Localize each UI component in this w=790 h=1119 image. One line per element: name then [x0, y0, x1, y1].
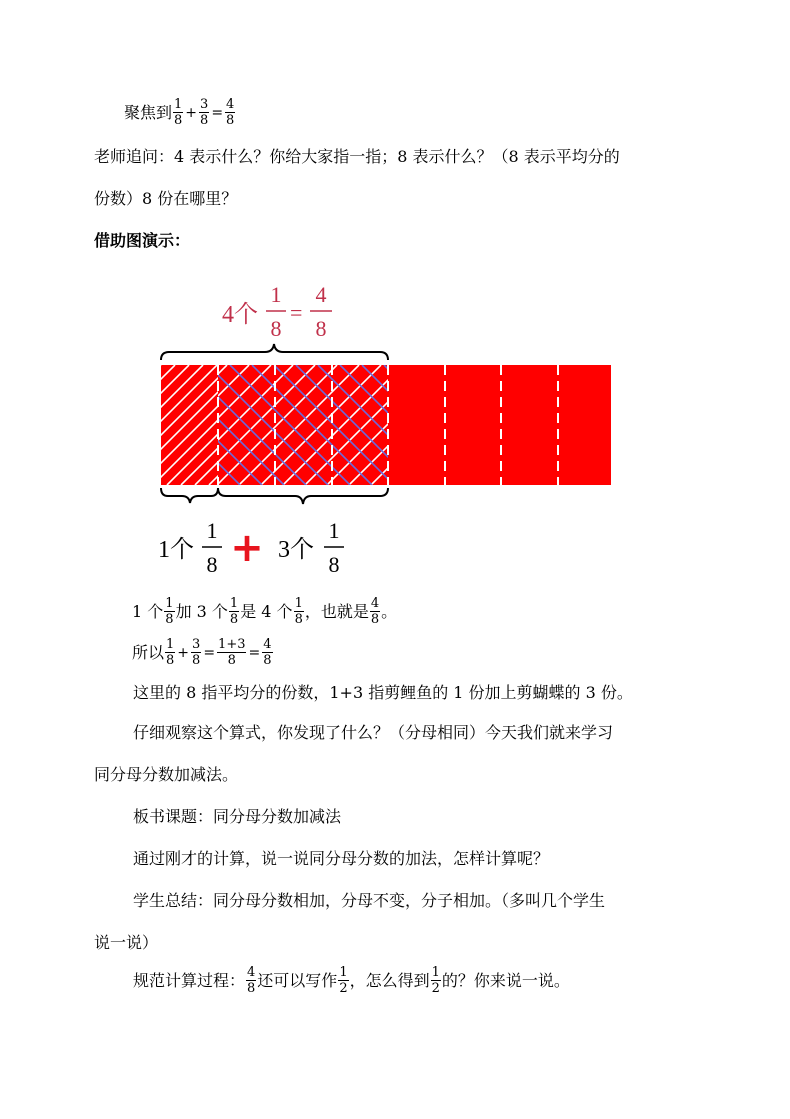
fraction: $\frac{1}{8}$ — [229, 596, 239, 627]
top-result-num: 4 — [315, 282, 327, 307]
explanation-line: 1 个 $\frac{1}{8}$ 加 3 个 $\frac{1}{8}$ 是 4 个 $\frac{1}{8}$ ，也就是 $\frac{4}{8}$ 。 — [132, 596, 398, 627]
fraction: $\frac{4}{8}$ — [226, 97, 235, 128]
fraction: $\frac{3}{8}$ — [192, 637, 201, 668]
top-equals: = — [290, 300, 303, 325]
bottom-brace-left — [161, 488, 218, 503]
fraction: $\frac{4}{8}$ — [263, 637, 272, 668]
paragraph-standard-process: 规范计算过程： $\frac{4}{8}$ 还可以写作 $\frac{1}{2}$ ，怎么得到 $\frac{1}{2}$ 的？你来说一说。 — [133, 965, 570, 996]
formula-line: 所以 $\frac{1}{8}$ + $\frac{3}{8}$ = $\frac{1+3}{8}$ = $\frac{4}{8}$ — [132, 637, 272, 668]
fraction-bar-diagram — [150, 280, 630, 585]
fraction: $\frac{4}{8}$ — [370, 596, 380, 627]
paragraph-observe-1: 仔细观察这个算式，你发现了什么？（分母相同）今天我们就来学习 — [133, 723, 614, 742]
top-count: 4个 — [222, 302, 258, 328]
bottom-left-den: 8 — [206, 552, 218, 577]
bottom-right-den: 8 — [328, 552, 340, 577]
red-plus: + — [230, 525, 264, 571]
fraction: $\frac{1}{8}$ — [165, 596, 174, 627]
fraction: $\frac{1}{8}$ — [294, 596, 303, 627]
teacher-question-line2: 份数）8 份在哪里？ — [94, 189, 238, 208]
fraction: $\frac{3}{8}$ — [200, 97, 209, 128]
focus-prefix: 聚焦到 — [124, 102, 173, 122]
fraction: $\frac{4}{8}$ — [247, 965, 256, 996]
fraction: $\frac{1}{8}$ — [166, 637, 175, 668]
paragraph-summary-1: 学生总结：同分母分数相加，分母不变，分子相加。（多叫几个学生 — [133, 891, 606, 910]
paragraph-summary-2: 说一说） — [94, 933, 159, 952]
teacher-question-line1: 老师追问：4 表示什么？你给大家指一指；8 表示什么？（8 表示平均分的 — [94, 147, 620, 166]
equals-sign: = — [211, 104, 224, 121]
bottom-right-num: 1 — [328, 518, 340, 543]
paragraph-discussion: 通过刚才的计算，说一说同分母分数的加法，怎样计算呢？ — [133, 849, 550, 868]
paragraph-meaning: 这里的 8 指平均分的份数，1+3 指剪鲤鱼的 1 份加上剪蝴蝶的 3 份。 — [133, 683, 633, 702]
bottom-left-count: 1个 — [158, 537, 194, 563]
bottom-label-left — [158, 518, 222, 577]
bottom-right-count: 3个 — [278, 537, 314, 563]
paragraph-observe-2: 同分母分数加减法。 — [94, 765, 239, 784]
bottom-label-right — [278, 518, 344, 577]
fraction: $\frac{1+3}{8}$ — [218, 637, 246, 668]
fraction: $\frac{1}{2}$ — [431, 965, 440, 996]
bottom-left-num: 1 — [206, 518, 218, 543]
bottom-brace-right — [218, 488, 388, 504]
top-label — [222, 282, 332, 341]
top-frac-den: 8 — [270, 316, 282, 341]
paragraph-board-title: 板书课题：同分母分数加减法 — [133, 807, 342, 826]
fraction: $\frac{1}{8}$ — [174, 97, 183, 128]
top-result-den: 8 — [315, 316, 327, 341]
top-brace — [161, 344, 388, 360]
plus-sign: + — [185, 104, 198, 121]
fraction: $\frac{1}{2}$ — [339, 965, 348, 996]
top-frac-num: 1 — [270, 282, 282, 307]
section-heading: 借助图演示： — [94, 231, 191, 250]
focus-line — [124, 98, 236, 127]
